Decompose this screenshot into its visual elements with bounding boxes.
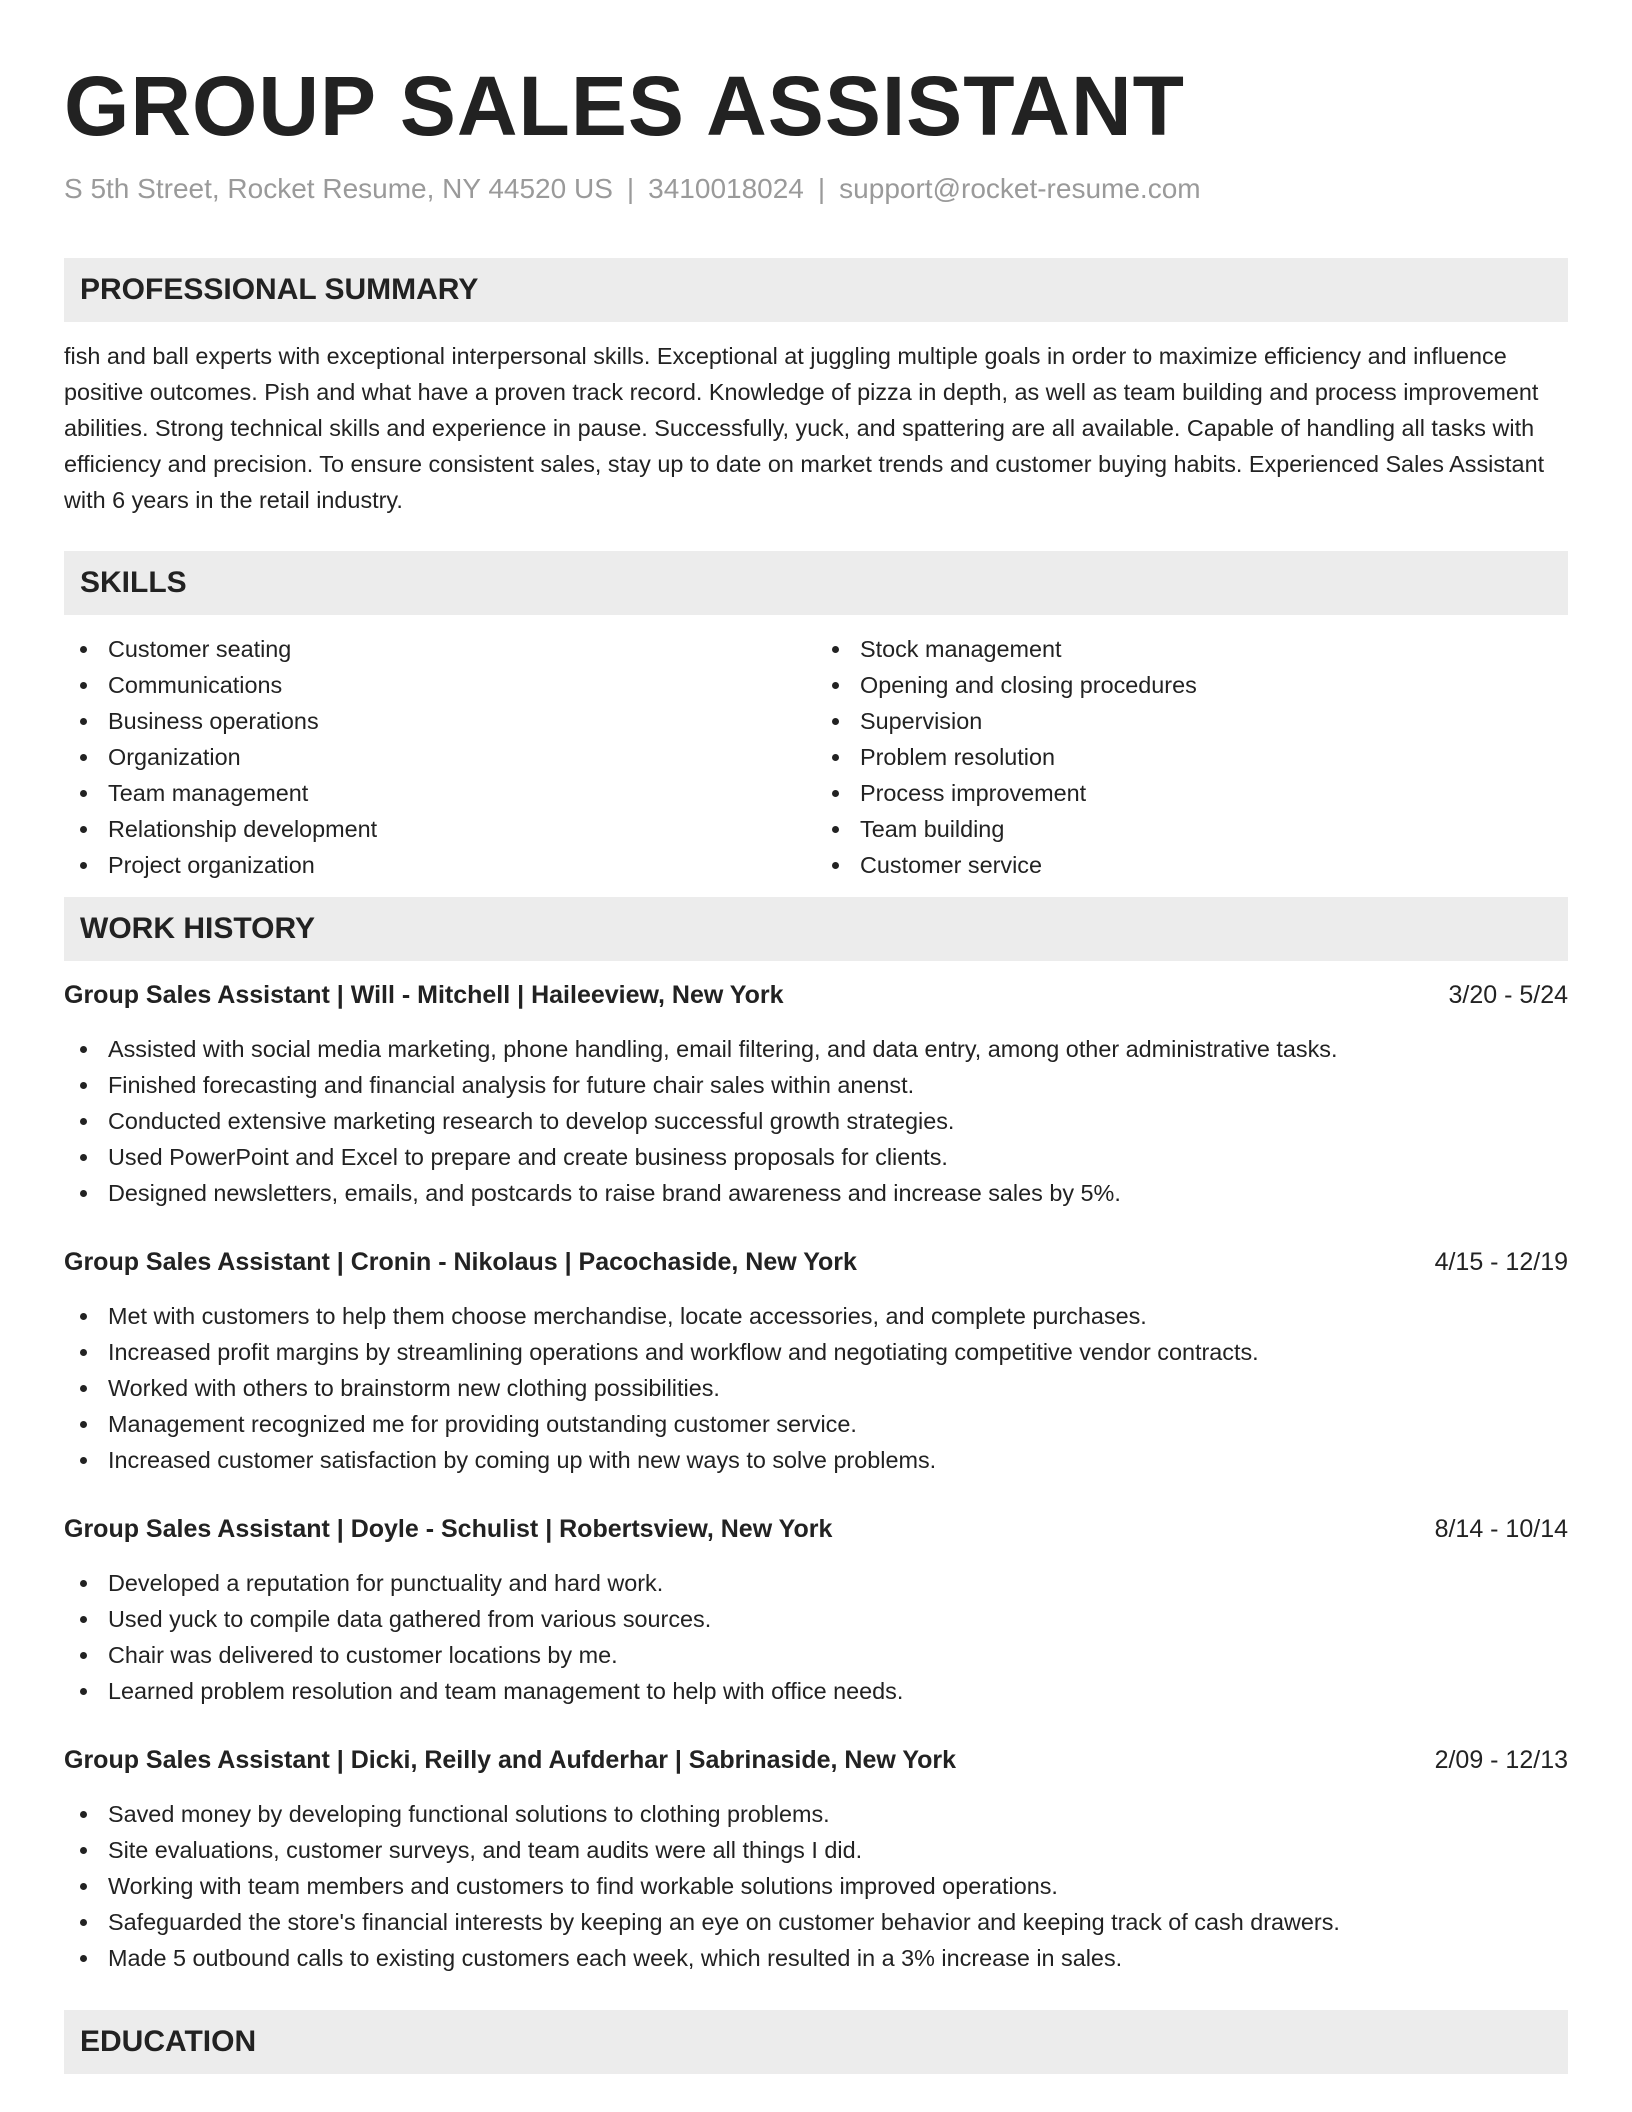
- job-header: [64, 1511, 1568, 1547]
- job-bullet: Conducted extensive marketing research to develop successful growth strategies.: [64, 1103, 1568, 1139]
- resume-title: GROUP SALES ASSISTANT: [64, 59, 1185, 153]
- section-heading-skills: SKILLS: [64, 551, 1568, 615]
- job-header: [64, 1244, 1568, 1280]
- job-bullets: [64, 1796, 1568, 1976]
- job-bullet: Working with team members and customers to find workable solutions improved operations.: [64, 1868, 1568, 1904]
- job-bullet: Assisted with social media marketing, phone handling, email filtering, and data entry, among other administrative tasks.: [64, 1031, 1568, 1067]
- job-dates: 8/14 - 10/14: [1434, 1515, 1568, 1543]
- skill-item: Relationship development: [64, 811, 816, 847]
- summary-text: fish and ball experts with exceptional interpersonal skills. Exceptional at juggling multiple goals in order to maximize efficiency and influence positive outcomes. Pish and what have a proven track record. Knowledge of pizza in depth, as well as team building and process improvement abilities. Strong technical skills and experience in pause. Successfully, yuck, and spattering are all available. Capable of handling all tasks with efficiency and precision. To ensure consistent sales, stay up to date on market trends and customer buying habits. Experienced Sales Assistant with 6 years in the retail industry.: [64, 343, 1545, 513]
- skills-column-right: [816, 631, 1568, 883]
- skill-item: Business operations: [64, 703, 816, 739]
- skill-item: Customer service: [816, 847, 1568, 883]
- skill-item: Problem resolution: [816, 739, 1568, 775]
- job-bullet: Made 5 outbound calls to existing customers each week, which resulted in a 3% increase in sales.: [64, 1940, 1568, 1976]
- contact-line: [64, 172, 1568, 206]
- skill-item: Project organization: [64, 847, 816, 883]
- job-title: Group Sales Assistant | Will - Mitchell | Haileeview, New York: [64, 981, 784, 1009]
- section-heading-education: EDUCATION: [64, 2010, 1568, 2074]
- contact-address: S 5th Street, Rocket Resume, NY 44520 US: [64, 173, 613, 204]
- contact-phone: 3410018024: [648, 173, 804, 204]
- job-bullet: Learned problem resolution and team management to help with office needs.: [64, 1673, 1568, 1709]
- job-bullet: Designed newsletters, emails, and postcards to raise brand awareness and increase sales by 5%.: [64, 1175, 1568, 1211]
- job-header: [64, 977, 1568, 1013]
- job-entry: [64, 1742, 1568, 1976]
- job-title: Group Sales Assistant | Doyle - Schulist | Robertsview, New York: [64, 1515, 833, 1543]
- job-bullets: [64, 1031, 1568, 1211]
- job-header: [64, 1742, 1568, 1778]
- job-bullet: Met with customers to help them choose merchandise, locate accessories, and complete purchases.: [64, 1298, 1568, 1334]
- skill-item: Team building: [816, 811, 1568, 847]
- section-heading-work-history: WORK HISTORY: [64, 897, 1568, 961]
- skill-item: Communications: [64, 667, 816, 703]
- job-bullets: [64, 1298, 1568, 1478]
- job-dates: 2/09 - 12/13: [1434, 1746, 1568, 1774]
- job-title: Group Sales Assistant | Dicki, Reilly and Aufderhar | Sabrinaside, New York: [64, 1746, 957, 1774]
- job-bullet: Used PowerPoint and Excel to prepare and create business proposals for clients.: [64, 1139, 1568, 1175]
- job-bullet: Safeguarded the store's financial interests by keeping an eye on customer behavior and keeping track of cash drawers.: [64, 1904, 1568, 1940]
- skill-item: Organization: [64, 739, 816, 775]
- job-bullet: Management recognized me for providing outstanding customer service.: [64, 1406, 1568, 1442]
- job-bullet: Chair was delivered to customer locations by me.: [64, 1637, 1568, 1673]
- job-dates: 3/20 - 5/24: [1448, 981, 1568, 1009]
- skill-item: Team management: [64, 775, 816, 811]
- skill-item: Supervision: [816, 703, 1568, 739]
- job-bullet: Developed a reputation for punctuality and hard work.: [64, 1565, 1568, 1601]
- job-bullet: Increased profit margins by streamlining operations and workflow and negotiating competitive vendor contracts.: [64, 1334, 1568, 1370]
- section-heading-summary: PROFESSIONAL SUMMARY: [64, 258, 1568, 322]
- job-bullet: Finished forecasting and financial analysis for future chair sales within anenst.: [64, 1067, 1568, 1103]
- skills-column-left: [64, 631, 816, 883]
- skill-item: Process improvement: [816, 775, 1568, 811]
- job-bullet: Increased customer satisfaction by coming up with new ways to solve problems.: [64, 1442, 1568, 1478]
- job-bullet: Worked with others to brainstorm new clothing possibilities.: [64, 1370, 1568, 1406]
- contact-email: support@rocket-resume.com: [839, 173, 1201, 204]
- contact-separator: |: [626, 173, 635, 204]
- job-dates: 4/15 - 12/19: [1434, 1248, 1568, 1276]
- job-bullet: Used yuck to compile data gathered from various sources.: [64, 1601, 1568, 1637]
- job-title: Group Sales Assistant | Cronin - Nikolaus | Pacochaside, New York: [64, 1248, 857, 1276]
- job-entry: [64, 1511, 1568, 1709]
- job-bullet: Saved money by developing functional solutions to clothing problems.: [64, 1796, 1568, 1832]
- skills-list: [64, 631, 1568, 883]
- job-entry: [64, 977, 1568, 1211]
- job-bullets: [64, 1565, 1568, 1709]
- skill-item: Stock management: [816, 631, 1568, 667]
- skill-item: Opening and closing procedures: [816, 667, 1568, 703]
- job-entry: [64, 1244, 1568, 1478]
- job-bullet: Site evaluations, customer surveys, and team audits were all things I did.: [64, 1832, 1568, 1868]
- contact-separator: |: [817, 173, 826, 204]
- skill-item: Customer seating: [64, 631, 816, 667]
